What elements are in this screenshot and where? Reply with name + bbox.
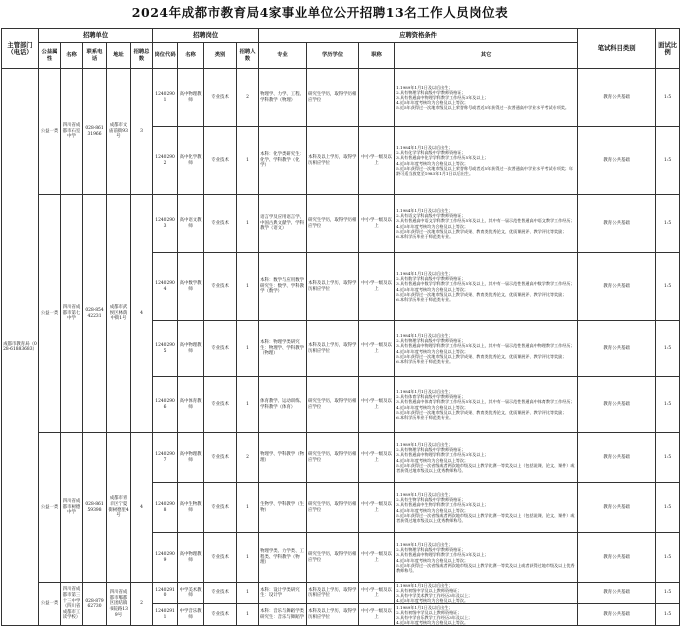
post-title: 中小学一级及以上 xyxy=(359,433,395,483)
post-type: 专业技术 xyxy=(204,604,237,626)
header-name: 名称 xyxy=(61,43,83,69)
post-major: 物理学、学科教学（物理） xyxy=(259,433,307,483)
post-name: 中学美术教师 xyxy=(178,583,204,604)
header-exam: 笔试科目类别 xyxy=(578,29,656,69)
table-body xyxy=(2,69,680,626)
post-code: 12402905 xyxy=(153,321,178,377)
post-name: 中学音乐教师 xyxy=(178,604,204,626)
post-education: 本科及以上学历，取得学历相应学位 xyxy=(307,127,359,195)
unit-name: 四川省成都市第七中学 xyxy=(61,195,83,433)
post-title: 中小学一级及以上 xyxy=(359,321,395,377)
post-interview-ratio: 1:5 xyxy=(656,321,680,377)
post-education: 本科及以上学历，取得学历相应学位 xyxy=(307,253,359,321)
post-exam-type: 教育公共基础 xyxy=(578,253,656,321)
post-type: 专业技术 xyxy=(204,483,237,533)
post-title: 中小学一级及以上 xyxy=(359,377,395,433)
post-type: 专业技术 xyxy=(204,433,237,483)
header-phone: 联系电话 xyxy=(83,43,107,69)
post-type: 专业技术 xyxy=(204,253,237,321)
post-code: 12402910 xyxy=(153,583,178,604)
condition-line: 3.具有普通高中生物学科教学工作经历3年及以上； xyxy=(396,502,489,508)
unit-address: 成都市文庙前街93号 xyxy=(107,69,131,195)
post-name: 高中数学教师 xyxy=(178,253,204,321)
post-count: 1 xyxy=(237,321,259,377)
post-interview-ratio: 1:5 xyxy=(656,604,680,626)
unit-phone: 028-86159398 xyxy=(83,433,107,583)
post-exam-type: 教育公共基础 xyxy=(578,321,656,377)
post-name: 高中体育教师 xyxy=(178,377,204,433)
unit-name: 四川省成都市树德中学 xyxy=(61,433,83,583)
header-code: 岗位代码 xyxy=(153,43,178,69)
unit-name: 四川省成都市第三十三中学（四川省成都市工读学校） xyxy=(61,583,83,626)
table-row xyxy=(2,69,680,127)
post-count: 1 xyxy=(237,377,259,433)
post-count: 1 xyxy=(237,583,259,604)
condition-line: 5.近5年获得过一次省级或者两次地市级及以上教学比赛一等奖及以上（包括说课、论文、课件）或者获得过地市级及以上优秀教师称号。 xyxy=(396,512,575,523)
unit-phone: 028-87962730 xyxy=(83,583,107,626)
post-exam-type: 教育公共基础 xyxy=(578,433,656,483)
post-exam-type: 教育公共基础 xyxy=(578,127,656,195)
post-code: 12402911 xyxy=(153,604,178,626)
condition-line: 4.近5年年度考核均为合格及以上等次； xyxy=(396,404,469,410)
post-major: 本科：数学与应用数学研究生：数学、学科教学（数学） xyxy=(259,253,307,321)
condition-line: 4.近5年年度考核均为合格及以上等次； xyxy=(396,457,469,463)
condition-line: 1.1984年1月1日及以后出生； xyxy=(396,208,453,214)
post-type: 专业技术 xyxy=(204,69,237,127)
condition-line: 4.近5年年度考核均为合格及以上等次。 xyxy=(396,598,469,604)
condition-line: 2.具有体育学科高级中学教师资格证； xyxy=(396,394,466,400)
condition-line: 2.具有初级中学及以上教师资格证； xyxy=(396,609,462,615)
post-other-conditions xyxy=(395,483,578,533)
post-title: 中小学一级及以上 xyxy=(359,533,395,583)
post-code: 12402904 xyxy=(153,253,178,321)
condition-line: 2.具有初级中学及以上教师资格证； xyxy=(396,588,462,594)
post-major: 语言学及应用语言学、中国古典文献学、学科教学（语文） xyxy=(259,195,307,253)
post-interview-ratio: 1:5 xyxy=(656,69,680,127)
post-education: 研究生学历，取得学历相应学位 xyxy=(307,377,359,433)
unit-address: 四川省成都市郫都区团结镇书院路139号 xyxy=(107,583,131,626)
post-interview-ratio: 1:5 xyxy=(656,483,680,533)
post-education: 研究生学历，取得学历相应学位 xyxy=(307,533,359,583)
unit-nature: 公益一类 xyxy=(39,583,61,626)
unit-total: 4 xyxy=(131,433,153,583)
condition-line: 2.具有物理学科高级中学教师资格证； xyxy=(396,547,466,553)
condition-line: 6.本科学历毕业于师范类专业。 xyxy=(396,233,454,239)
header-post: 招聘岗位 xyxy=(153,29,259,43)
header-major: 专业 xyxy=(259,43,307,69)
post-education: 研究生学历，取得学历相应学位 xyxy=(307,69,359,127)
post-count: 2 xyxy=(237,433,259,483)
condition-line: 3.具有普通高中物理学科教学工作经历5年及以上，其中有一届示范性普通高中物理教学工作经历； xyxy=(396,343,575,349)
post-name: 高中物理教师 xyxy=(178,321,204,377)
post-title xyxy=(359,69,395,127)
post-interview-ratio: 1:5 xyxy=(656,583,680,604)
header-cond: 应聘资格条件 xyxy=(259,29,578,43)
condition-line: 4.近5年年度考核均为合格及以上等次； xyxy=(396,557,469,563)
condition-line: 1.1989年1月1日及以后出生； xyxy=(396,442,453,448)
header-pname: 名称 xyxy=(178,43,204,69)
unit-nature: 公益一类 xyxy=(39,69,61,195)
condition-line: 2.具有物理学科高级中学教师资格证； xyxy=(396,338,466,344)
unit-total: 2 xyxy=(131,583,153,626)
condition-line: 2.具有化学学科高级中学教师资格证； xyxy=(396,150,466,156)
post-other-conditions xyxy=(395,583,578,604)
post-type: 专业技术 xyxy=(204,533,237,583)
condition-line: 1.1984年1月1日及以后出生； xyxy=(396,333,453,339)
condition-line: 1.1989年1月1日及以后出生； xyxy=(396,492,453,498)
post-education: 本科及以上学历，取得学历相应学位 xyxy=(307,604,359,626)
condition-line: 6.本科学历毕业于师范类专业。 xyxy=(396,358,454,364)
post-major: 生物学、学科教学（生物） xyxy=(259,483,307,533)
post-exam-type: 教育公共基础 xyxy=(578,604,656,626)
header-num: 招聘人数 xyxy=(237,43,259,69)
condition-line: 2.具有语文学科高级中学教师资格证； xyxy=(396,213,466,219)
post-interview-ratio: 1:5 xyxy=(656,533,680,583)
post-count: 1 xyxy=(237,533,259,583)
post-other-conditions xyxy=(395,127,578,195)
post-education: 本科及以上学历，取得学历相应学位 xyxy=(307,583,359,604)
condition-line: 3.具有普通高中物理学科教学工作经历3年及以上； xyxy=(396,552,489,558)
condition-line: 5.近5年获得过一次地市级及以上教学成果、教育类优秀论文、优质课展评、教学评比等奖励； xyxy=(396,409,567,415)
condition-line: 6.本科学历毕业于师范类专业。 xyxy=(396,296,454,302)
post-major: 物理学类、力学类、工程类、学科教学（物理） xyxy=(259,533,307,583)
department-cell: 成都市教育局（028-61883683） xyxy=(2,69,39,626)
post-code: 12402903 xyxy=(153,195,178,253)
post-type: 专业技术 xyxy=(204,377,237,433)
condition-line: 4.近5年年度考核均为合格及以上等次； xyxy=(396,100,469,106)
post-type: 专业技术 xyxy=(204,321,237,377)
condition-line: 1.1989年1月1日及以后出生； xyxy=(396,84,453,90)
condition-line: 2.具有数学学科高级中学教师资格证； xyxy=(396,276,466,282)
job-table xyxy=(1,28,680,626)
header-total: 招聘总数 xyxy=(131,43,153,69)
post-exam-type: 教育公共基础 xyxy=(578,69,656,127)
table-row xyxy=(2,583,680,604)
post-name: 高中化学教师 xyxy=(178,127,204,195)
post-major: 本科：物理学类研究生：物理学、学科教学（物理） xyxy=(259,321,307,377)
post-count: 1 xyxy=(237,195,259,253)
condition-line: 1.1989年1月1日及以后出生； xyxy=(396,583,453,588)
header-unit: 招聘单位 xyxy=(39,29,153,43)
condition-line: 4.近5年年度考核均为合格及以上等次； xyxy=(396,507,469,513)
header-ptype: 类别 xyxy=(204,43,237,69)
condition-line: 4.近5年年度考核均为合格及以上等次； xyxy=(396,286,469,292)
post-code: 12402907 xyxy=(153,433,178,483)
post-code: 12402901 xyxy=(153,69,178,127)
post-count: 1 xyxy=(237,127,259,195)
post-code: 12402906 xyxy=(153,377,178,433)
condition-line: 1.1989年1月1日及以后出生； xyxy=(396,542,453,548)
page-title: 2024年成都市教育局4家事业单位公开招聘13名工作人员岗位表 xyxy=(131,5,509,20)
post-title: 中小学一级及以上 xyxy=(359,483,395,533)
condition-line: 2.具有物理学科高级中学教师资格证； xyxy=(396,89,466,95)
post-other-conditions xyxy=(395,321,578,377)
post-type: 专业技术 xyxy=(204,127,237,195)
header-nature: 公益属性 xyxy=(39,43,61,69)
post-exam-type: 教育公共基础 xyxy=(578,195,656,253)
post-name: 高中物理教师 xyxy=(178,433,204,483)
post-count: 1 xyxy=(237,483,259,533)
post-major: 本科：设计学类研究生：设计学 xyxy=(259,583,307,604)
table-row xyxy=(2,433,680,483)
condition-line: 4.近5年年度考核均为合格及以上等次； xyxy=(396,348,469,354)
condition-line: 5.近5年获得过一次省级或者两次地市级及以上教学比赛一等奖及以上（包括说课、论文、课件）或者获得过地市级及以上优秀教师称号。 xyxy=(396,462,575,473)
post-title: 中小学一级及以上 xyxy=(359,583,395,604)
post-exam-type: 教育公共基础 xyxy=(578,583,656,604)
post-name: 高中语文教师 xyxy=(178,195,204,253)
post-education: 本科及以上学历，取得学历相应学位 xyxy=(307,321,359,377)
post-count: 1 xyxy=(237,604,259,626)
post-interview-ratio: 1:5 xyxy=(656,195,680,253)
post-major: 本科：音乐与舞蹈学类研究生：音乐与舞蹈学 xyxy=(259,604,307,626)
post-other-conditions xyxy=(395,433,578,483)
header-title: 职称 xyxy=(359,43,395,69)
unit-phone: 028-86131966 xyxy=(83,69,107,195)
post-type: 专业技术 xyxy=(204,583,237,604)
condition-line: 1.1984年1月1日及以后出生； xyxy=(396,389,453,395)
post-code: 12402909 xyxy=(153,533,178,583)
condition-line: 5.近5年获得过一次地市级及以上教学成果、教育类优秀论文、优质课展评、教学评比等奖励； xyxy=(396,353,567,359)
post-title: 中小学一级及以上 xyxy=(359,604,395,626)
condition-line: 5.近5年获得过一次地市级及以上教学成果、教育类优秀论文、优质课展评、教学评比等奖励； xyxy=(396,291,567,297)
unit-address: 成都市武侯区林荫中街1号 xyxy=(107,195,131,433)
unit-nature: 公益一类 xyxy=(39,433,61,583)
post-exam-type: 教育公共基础 xyxy=(578,483,656,533)
header-edu: 学历学位 xyxy=(307,43,359,69)
post-code: 12402908 xyxy=(153,483,178,533)
post-other-conditions xyxy=(395,195,578,253)
post-type: 专业技术 xyxy=(204,195,237,253)
post-other-conditions xyxy=(395,69,578,127)
post-other-conditions xyxy=(395,253,578,321)
post-code: 12402902 xyxy=(153,127,178,195)
post-other-conditions xyxy=(395,377,578,433)
unit-nature: 公益一类 xyxy=(39,195,61,433)
condition-line: 3.具有普通高中物理学科教学工作经历3年及以上； xyxy=(396,94,489,100)
header-dept: 主管部门（电话） xyxy=(2,29,39,69)
unit-address: 成都市青羊区宁夏街树德里4号 xyxy=(107,433,131,583)
unit-total: 4 xyxy=(131,195,153,433)
header-ratio: 面试比例 xyxy=(656,29,680,69)
post-education: 研究生学历，取得学历相应学位 xyxy=(307,433,359,483)
post-exam-type: 教育公共基础 xyxy=(578,533,656,583)
condition-line: 5.近5年获得过一次地市级及以上教学成果、教育类优秀论文、优质课展评、教学评比等奖励； xyxy=(396,228,567,234)
post-count: 2 xyxy=(237,69,259,127)
condition-line: 3.具有中学音乐教学工作经历3年及以上； xyxy=(396,614,473,620)
condition-line: 3.具有普通高中数学学科教学工作经历5年及以上，其中有一届示范性普通高中数学教学工作经历； xyxy=(396,281,575,287)
post-title: 中小学一级及以上 xyxy=(359,127,395,195)
post-title: 中小学一级及以上 xyxy=(359,253,395,321)
post-count: 1 xyxy=(237,253,259,321)
post-interview-ratio: 1:5 xyxy=(656,127,680,195)
condition-line: 4.近5年年度考核均为合格及以上等次。 xyxy=(396,619,469,625)
post-title: 中小学一级及以上 xyxy=(359,195,395,253)
unit-name: 四川省成都市石室中学 xyxy=(61,69,83,195)
header-addr: 地址 xyxy=(107,43,131,69)
header-other: 其它 xyxy=(395,43,578,69)
post-name: 高中生物教师 xyxy=(178,483,204,533)
condition-line: 2.具有物理学科高级中学教师资格证； xyxy=(396,447,466,453)
condition-line: 1.1984年1月1日及以后出生； xyxy=(396,271,453,277)
post-interview-ratio: 1:5 xyxy=(656,377,680,433)
post-name: 高中物理教师 xyxy=(178,69,204,127)
condition-line: 3.具有普通高中化学学科教学工作经历5年及以上； xyxy=(396,155,489,161)
unit-total: 3 xyxy=(131,69,153,195)
condition-line: 5.近5年获得过一次地市级及以上荣誉称号或者近5年获得过一次普通高中学业水平考试专项奖；年龄可适当放宽至1983年1月1日以后出生。 xyxy=(396,165,574,176)
condition-line: 6.本科学历毕业于师范类专业。 xyxy=(396,414,454,420)
condition-line: 3.具有普通高中语文学科教学工作经历5年及以上，其中有一届示范性普通高中语文教学工作经历； xyxy=(396,218,575,224)
table-row xyxy=(2,195,680,253)
condition-line: 4.近5年年度考核均为合格及以上等次； xyxy=(396,160,469,166)
condition-line: 1.1989年1月1日及以后出生； xyxy=(396,604,453,610)
condition-line: 1.1984年1月1日及以后出生； xyxy=(396,145,453,151)
post-major: 本科：化学类研究生：化学、学科教学（化学） xyxy=(259,127,307,195)
unit-phone: 028-85442231 xyxy=(83,195,107,433)
condition-line: 4.近5年年度考核均为合格及以上等次； xyxy=(396,223,469,229)
post-exam-type: 教育公共基础 xyxy=(578,377,656,433)
condition-line: 2.具有生物学科高级中学教师资格证； xyxy=(396,497,466,503)
condition-line: 3.具有中学美术教学工作经历3年及以上； xyxy=(396,593,473,599)
post-other-conditions xyxy=(395,533,578,583)
post-major: 体育教学、运动训练、学科教学（体育） xyxy=(259,377,307,433)
post-interview-ratio: 1:5 xyxy=(656,433,680,483)
condition-line: 3.具有普通高中物理学科教学工作经历3年及以上； xyxy=(396,452,489,458)
post-interview-ratio: 1:5 xyxy=(656,253,680,321)
condition-line: 3.具有普通高中体育学科教学工作经历5年及以上，其中有一届示范性普通高中体育教学工作经历； xyxy=(396,399,575,405)
condition-line: 5.近5年获得过一次地市级及以上荣誉称号或者近5年获得过一次普通高中学业水平考试专项奖。 xyxy=(396,105,569,111)
condition-line: 5.近5年获得过一次省级或者两次地市级及以上教学比赛一等奖及以上或者获得过地市级及以上优秀教师称号。 xyxy=(396,562,575,573)
post-education: 研究生学历，取得学历相应学位 xyxy=(307,195,359,253)
post-major: 物理学、力学、工程、学科教学（物理） xyxy=(259,69,307,127)
post-education: 研究生学历，取得学历相应学位 xyxy=(307,483,359,533)
post-name: 高中物理教师 xyxy=(178,533,204,583)
post-other-conditions xyxy=(395,604,578,626)
